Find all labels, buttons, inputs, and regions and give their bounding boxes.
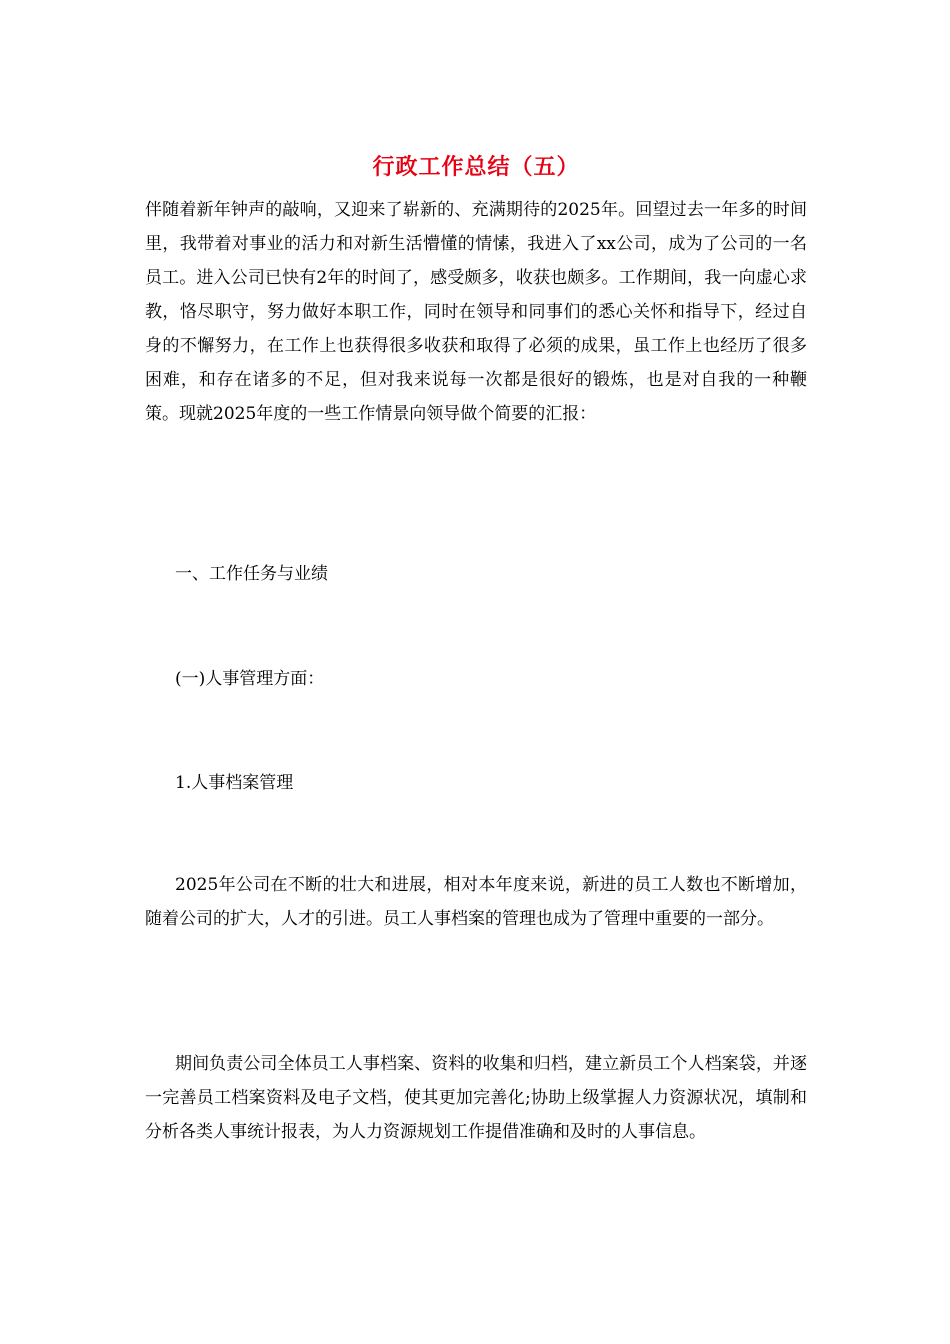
intro-paragraph: 伴随着新年钟声的敲响，又迎来了崭新的、充满期待的2025年。回望过去一年多的时间里，我带着对事业的活力和对新生活懵懂的情愫，我进入了xx公司，成为了公司的一名员工。进入公司已快有2年的时间了，感受颇多，收获也颇多。工作期间，我一向虚心求教，恪尽职守，努力做好本职工作，同时在领导和同事们的悉心关怀和指导下，经过自身的不懈努力，在工作上也获得很多收获和取得了必须的成果，虽工作上也经历了很多困难，和存在诸多的不足，但对我来说每一次都是很好的锻炼，也是对自我的一种鞭策。现就2025年度的一些工作情景向领导做个简要的汇报： [145,200,807,424]
subsection-heading: (一)人事管理方面： [175,669,325,689]
document-title: 行政工作总结（五） [372,155,580,180]
item-heading: 1.人事档案管理 [175,773,294,793]
body-paragraph: 期间负责公司全体员工人事档案、资料的收集和归档，建立新员工个人档案袋，并逐一完善员工档案资料及电子文档，使其更加完善化;协助上级掌握人力资源状况，填制和分析各类人事统计报表，为人力资源规划工作提借准确和及时的人事信息。 [145,1054,807,1142]
body-paragraph: 2025年公司在不断的壮大和进展，相对本年度来说，新进的员工人数也不断增加，随着公司的扩大，人才的引进。员工人事档案的管理也成为了管理中重要的一部分。 [145,875,807,929]
section-heading: 一、工作任务与业绩 [175,564,328,584]
